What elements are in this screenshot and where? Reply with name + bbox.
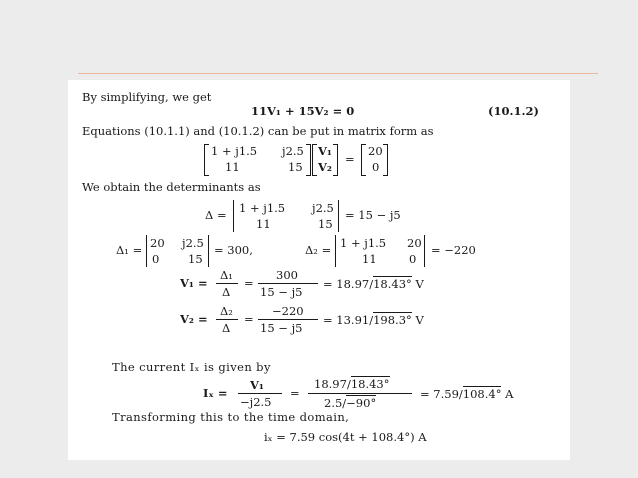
v2-frac1-num: Δ₂ [220, 304, 233, 318]
ix-frac1-den: −j2.5 [240, 395, 272, 409]
v2-frac2-num: −220 [272, 304, 304, 318]
angle-icon: / [369, 313, 374, 327]
v1-frac1-num: Δ₁ [220, 268, 233, 282]
equation-number: (10.1.2) [488, 104, 539, 118]
angle-icon: / [458, 387, 463, 401]
v1-equals: = [244, 276, 254, 290]
delta1-a22: 15 [188, 252, 203, 266]
matrix-a11: 1 + j1.5 [211, 144, 258, 158]
current-text: The current Iₓ is given by [112, 360, 271, 374]
v1-frac2-den: 15 − j5 [260, 285, 303, 299]
ix-frac2-den-angle: −90° [346, 396, 377, 410]
delta-a12: j2.5 [312, 201, 334, 215]
v1-frac2-num: 300 [276, 268, 298, 282]
ix-frac1-num: V₁ [250, 378, 264, 392]
matrix-v2: V₂ [318, 160, 332, 174]
header-divider [78, 73, 598, 74]
intro-text: By simplifying, we get [82, 90, 212, 104]
determinants-text: We obtain the determinants as [82, 180, 261, 194]
document-page [68, 80, 570, 460]
delta1-a11: 20 [150, 236, 165, 250]
delta2-a11: 1 + j1.5 [340, 236, 387, 250]
v2-frac1-den: Δ [222, 321, 231, 335]
ix-frac2-num-magnitude: 18.97 [314, 377, 347, 391]
delta-a21: 11 [256, 217, 271, 231]
delta-a11: 1 + j1.5 [239, 201, 286, 215]
v2-result-unit: V [415, 313, 424, 327]
delta1-label: Δ₁ = [116, 243, 143, 257]
angle-icon: / [346, 377, 351, 391]
delta2-label: Δ₂ = [305, 243, 332, 257]
v2-result [323, 312, 424, 327]
delta1-a12: j2.5 [182, 236, 204, 250]
angle-icon: / [342, 396, 347, 410]
ix-frac2-den-magnitude: 2.5 [324, 396, 343, 410]
delta1-result: = 300, [214, 243, 253, 257]
v2-frac2-den: 15 − j5 [260, 321, 303, 335]
v1-label: V₁ = [180, 276, 208, 290]
delta2-a21: 11 [362, 252, 377, 266]
v1-result [323, 276, 424, 291]
ix-result [420, 386, 513, 401]
matrix-form-text: Equations (10.1.1) and (10.1.2) can be put in matrix form as [82, 124, 434, 138]
delta2-a12: 20 [407, 236, 422, 250]
angle-icon: / [369, 277, 374, 291]
matrix-r1: 20 [368, 144, 383, 158]
delta1-a21: 0 [152, 252, 160, 266]
delta2-a22: 0 [409, 252, 417, 266]
ix-frac2-num-angle: 18.43° [350, 377, 390, 391]
ix-frac2-num [314, 376, 390, 391]
v1-result-magnitude: = 18.97 [323, 277, 370, 291]
ix-equals: = [290, 386, 300, 400]
time-domain-equation: iₓ = 7.59 cos(4t + 108.4°) A [264, 430, 427, 444]
v2-result-magnitude: = 13.91 [323, 313, 370, 327]
matrix-equals: = [345, 152, 355, 166]
delta-result: = 15 − j5 [345, 208, 401, 222]
matrix-v1: V₁ [318, 144, 332, 158]
ix-result-unit: A [505, 387, 514, 401]
matrix-a22: 15 [288, 160, 303, 174]
ix-result-angle: 108.4° [462, 387, 502, 401]
equation-10-1-2: 11V₁ + 15V₂ = 0 [251, 104, 355, 118]
v2-result-angle: 198.3° [373, 313, 412, 327]
matrix-r2: 0 [372, 160, 380, 174]
v1-result-angle: 18.43° [373, 277, 412, 291]
matrix-a12: j2.5 [282, 144, 304, 158]
delta2-result: = −220 [431, 243, 476, 257]
ix-frac2-den [324, 395, 376, 410]
ix-label: Iₓ = [203, 386, 228, 400]
v2-label: V₂ = [180, 312, 208, 326]
transform-text: Transforming this to the time domain, [112, 410, 350, 424]
v1-frac1-den: Δ [222, 285, 231, 299]
v1-result-unit: V [415, 277, 424, 291]
ix-result-magnitude: = 7.59 [420, 387, 459, 401]
v2-equals: = [244, 312, 254, 326]
delta-a22: 15 [318, 217, 333, 231]
delta-label: Δ = [205, 208, 227, 222]
matrix-a21: 11 [225, 160, 240, 174]
